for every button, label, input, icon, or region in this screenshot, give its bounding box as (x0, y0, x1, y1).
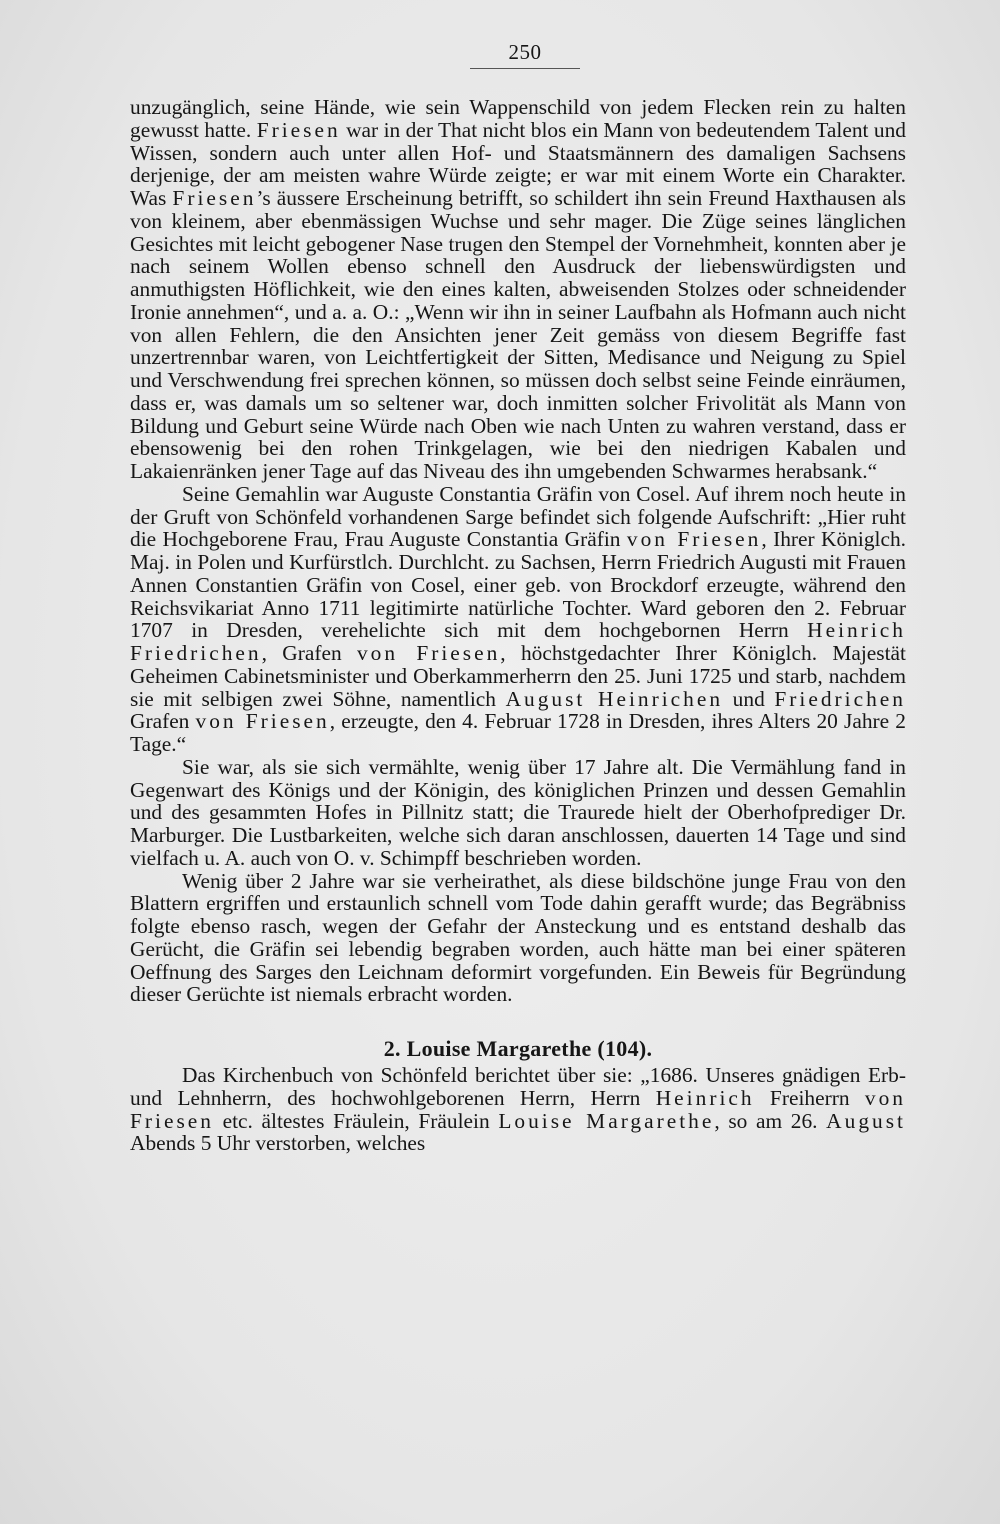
spaced-name-run: von Friesen (130, 1085, 906, 1133)
text-run: , höchstgedachter Ihrer Königlch. Majestät Geheimen Cabinetsminister und Oberkammerherrn den 25. Juni 1725 und starb, nachdem sie mit selbigen zwei Söhne, namentlich (130, 641, 906, 711)
text-run: etc. ältestes Fräulein, Fräulein (213, 1108, 499, 1133)
text-run: Abends 5 Uhr verstorben, welches (130, 1131, 426, 1156)
section-heading: 2. Louise Margarethe (104). (383, 1036, 653, 1061)
spaced-name-run: August (826, 1108, 906, 1133)
text-run: ’s äussere Erscheinung betrifft, so schildert ihn sein Freund Haxthausen als von kleinem, aber ebenmässigen Wuchse und sehr mager. Die Züge seines länglichen Gesichtes mit leicht gebogener Nase trugen den Stempel der Vornehmheit, konnten aber je nach seinem Wollen ebenso schnell den Ausdruck der liebenswürdigsten und anmuthigsten Höflichkeit, wie den eines kalten, abweisenden Stolzes oder schneidender Ironie annehmen“, und a. a. O.: „Wenn wir ihn in seiner Laufbahn als Hofmann auch nicht von allen Fehlern, die den Ansichten jener Zeit gemäss von diesem Begriffe fast unzertrennbar waren, von Leichtfertigkeit der Sitten, Medisance und Neigung zu Spiel und Verschwendung frei sprechen können, so müssen doch selbst seine Feinde einräumen, dass er, was damals um so seltener war, doch inmitten solcher Frivolität als Mann von Bildung und Geburt seine Würde nach Oben wie nach Unten zu wahren verstand, dass er ebensowenig bei den rohen Trinkgelagen, wie bei den niedrigen Kabalen und Lakaienränken jener Tage auf das Niveau des ihn umgebenden Schwarmes herabsank.“ (130, 186, 906, 483)
spaced-name-run: August Heinrichen (505, 686, 724, 711)
text-run: , Grafen (261, 641, 357, 665)
paragraph-gemahlin-inscription (130, 483, 906, 756)
page-number: 250 (508, 40, 542, 64)
paragraph-blattern-death (130, 870, 906, 1007)
text-run: war in der That nicht blos ein Mann von bedeutendem Talent und Wissen, sondern auch unter allen Hof- und Staatsmännern des damaligen Sachsens derjenige, der am meisten wahre Würde zeigte; er war mit einem Worte ein Charakter. Was (130, 117, 906, 210)
spaced-name-run: Friedrichen (774, 686, 906, 711)
text-run: Wenig über 2 Jahre war sie verheirathet, als diese bildschöne junge Frau von den Blattern ergriffen und erstaunlich schnell vom Tode dahin gerafft wurde; das Begräbniss folgte ebenso rasch, wegen der Gefahr der Ansteckung und es entstand deshalb das Gerücht, die Gräfin sei lebendig begraben worden, auch hätte man bei einer späteren Oeffnung des Sarges den Leichnam deformirt vorgefunden. Ein Beweis für Begründung dieser Gerüchte ist niemals erbracht worden. (130, 868, 906, 1007)
spaced-name-run: Friesen (172, 186, 257, 210)
text-run: Freiherrn (754, 1085, 865, 1110)
paragraph-friesen-character (130, 96, 906, 483)
spaced-name-run: Heinrich Friedrichen (130, 618, 906, 665)
spaced-name-run: Friesen (256, 117, 341, 142)
spaced-name-run: von Friesen (356, 641, 501, 665)
text-run: , so am 26. (714, 1108, 827, 1133)
text-run: , Ihrer Königlch. Maj. in Polen und Kurfürstlch. Durchlcht. zu Sachsen, Herrn Friedrich Augusti mit Frauen Annen Constantien Gräfin von Cosel, einer geb. von Brockdorf erzeugte, während den Reichsvikariat Anno 1711 legitimirte natürliche Tochter. Ward geboren den 2. Februar 1707 in Dresden, verehelichte sich mit dem hochgebornen Herrn (130, 527, 907, 643)
text-run: unzugänglich, seine Hände, wie sein Wappenschild von jedem Flecken rein zu halten gewusst hatte. (130, 95, 906, 142)
text-run: , erzeugte, den 4. Februar 1728 in Dresden, ihres Alters 20 Jahre 2 Tage.“ (130, 709, 906, 756)
spaced-name-run: Heinrich (655, 1085, 755, 1110)
text-run: und (723, 686, 775, 711)
spaced-name-run: Louise Margarethe (498, 1108, 715, 1133)
paragraph-vermaehlung (130, 756, 906, 870)
spaced-name-run: von Friesen (195, 709, 330, 734)
text-run: Sie war, als sie sich vermählte, wenig über 17 Jahre alt. Die Vermählung fand in Gegenwart des Königs und der Königin, des königlichen Prinzen und dessen Gemahlin und des gesammten Hofes in Pillnitz statt; die Traurede hielt der Oberhofprediger Dr. Marburger. Die Lustbarkeiten, welche sich daran anschlossen, dauerten 14 Tage und sind vielfach u. A. auch von O. v. Schimpff beschrieben worden. (130, 754, 906, 870)
spaced-name-run: von Friesen (626, 527, 762, 552)
header-rule (470, 68, 580, 69)
text-run: Seine Gemahlin war Auguste Constantia Gräfin von Cosel. Auf ihrem noch heute in der Gruft von Schönfeld vorhandenen Sarge befindet sich folgende Aufschrift: „Hier ruht die Hochgeborene Frau, Frau Auguste Constantia Gräfin (130, 481, 906, 552)
body-text (130, 96, 906, 1155)
paragraph-kirchenbuch (130, 1064, 906, 1155)
text-run: Das Kirchenbuch von Schönfeld berichtet über sie: „1686. Unseres gnädigen Erb- und Lehnherrn, des hochwohlgeborenen Herrn, Herrn (130, 1063, 906, 1110)
text-run: Grafen (130, 709, 196, 734)
